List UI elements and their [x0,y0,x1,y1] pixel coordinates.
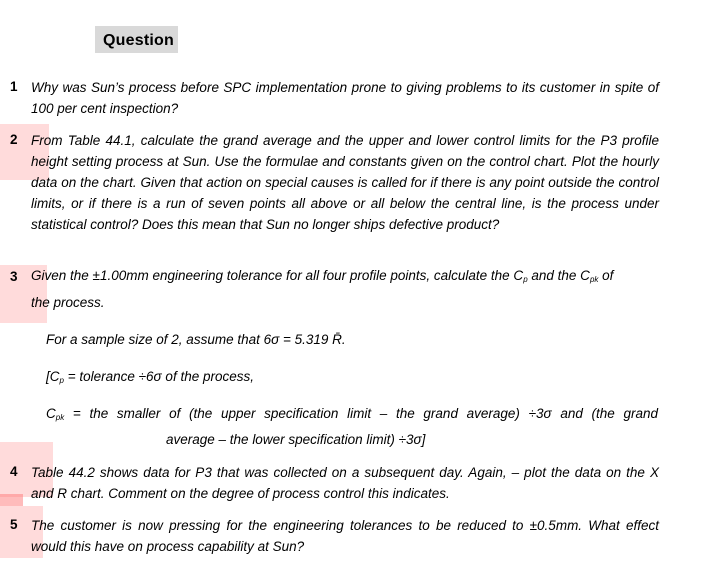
question-3-line-1: Given the ±1.00mm engineering tolerance for all four profile points, calculate the $C_p$ and the $C_{pk}$ of [31,268,614,284]
question-1-text: Why was Sun’s process before SPC implementation prone to giving problems to its customer in spite of 100 per cent inspection? [31,80,659,116]
question-2-text: From Table 44.1, calculate the grand average and the upper and lower control limits for the P3 profile height setting process at Sun. Use the formulae and constants given on the control chart. Plot the hourly data on the chart. Given that action on special causes is called for if there is any point outside the control limits, or if there is a run of seven points all above or all below the central line, is the process under statistical control? Does this mean that Sun no longer ships defective product? [31,133,659,232]
question-number-1: 1 [10,79,18,94]
question-number-5: 5 [10,517,18,532]
formula-cp: [$C_p$ = tolerance ÷6σ of the process, [46,369,254,385]
formula-cpk-continued: average – the lower specification limit) ÷3σ] [166,432,426,447]
formula-cpk: $C_{pk}$ = the smaller of (the upper specification limit – the grand average) ÷3σ and (the grand [46,406,658,422]
page-title: Question [103,32,174,49]
formula-sigma: For a sample size of 2, assume that 6σ = 5.319 R̄. [46,332,346,347]
question-4-text: Table 44.2 shows data for P3 that was collected on a subsequent day. Again, – plot the data on the X and R chart. Comment on the degree of process control this indicates. [31,465,659,501]
question-number-2: 2 [10,132,18,147]
question-5-text: The customer is now pressing for the engineering tolerances to be reduced to ±0.5mm. What effect would this have on process capability at Sun? [31,518,659,554]
question-number-3: 3 [10,269,18,284]
question-3-line-2: the process. [31,295,105,310]
highlight-mark-q4b [0,494,23,506]
question-number-4: 4 [10,464,18,479]
